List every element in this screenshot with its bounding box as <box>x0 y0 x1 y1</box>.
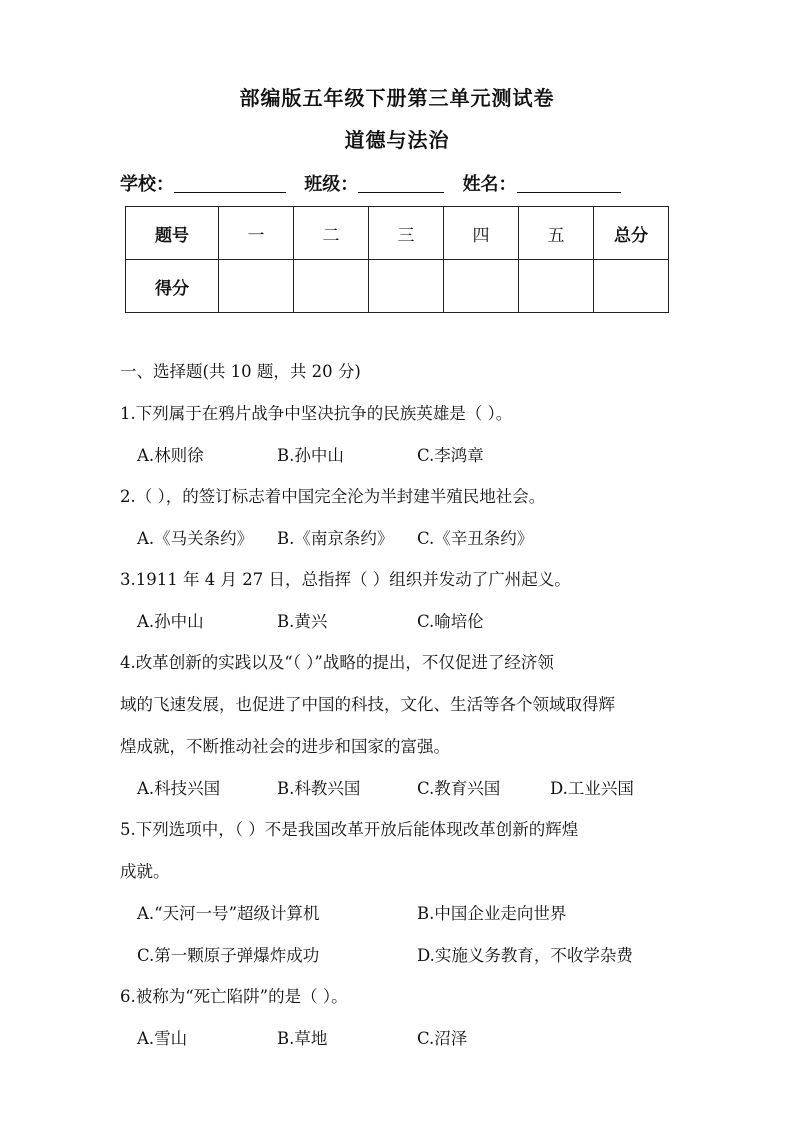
question-2-text: 2.（ ），的签订标志着中国完全沦为半封建半殖民地社会。 <box>120 487 546 506</box>
score-cell-5[interactable] <box>519 260 594 313</box>
class-label: 班级： <box>304 174 359 195</box>
q6-option-b[interactable]: B.草地 <box>277 1029 328 1048</box>
school-label: 学校： <box>120 174 174 195</box>
question-3-text: 3.1911 年 4 月 27 日，总指挥（ ）组织并发动了广州起义。 <box>120 570 571 589</box>
q2-option-a[interactable]: A.《马关条约》 <box>137 529 254 548</box>
name-field[interactable] <box>517 174 621 193</box>
score-cell-3[interactable] <box>369 260 444 313</box>
q5-option-a[interactable]: A.“天河一号”超级计算机 <box>137 904 320 923</box>
q4-option-a[interactable]: A.科技兴国 <box>137 779 221 798</box>
q3-option-c[interactable]: C.喻培伦 <box>417 612 484 631</box>
q4-option-b[interactable]: B.科教兴国 <box>277 779 361 798</box>
name-label: 姓名： <box>462 174 517 195</box>
question-5-line-2: 成就。 <box>120 862 170 881</box>
q6-option-a[interactable]: A.雪山 <box>137 1029 188 1048</box>
page-subtitle: 道德与法治 <box>344 128 450 152</box>
q1-option-a[interactable]: A.林则徐 <box>137 446 204 465</box>
score-cell-total[interactable] <box>594 260 669 313</box>
q6-option-c[interactable]: C.沼泽 <box>417 1029 468 1048</box>
question-1-text: 1.下列属于在鸦片战争中坚决抗争的民族英雄是（ ）。 <box>120 404 513 423</box>
score-cell-4[interactable] <box>444 260 519 313</box>
header-cell-total: 总分 <box>594 207 669 260</box>
score-label-cell: 得分 <box>126 260 219 313</box>
q1-option-b[interactable]: B.孙中山 <box>277 446 344 465</box>
q3-option-b[interactable]: B.黄兴 <box>277 612 328 631</box>
question-4-line-1: 4.改革创新的实践以及“（ ）”战略的提出，不仅促进了经济领 <box>120 653 554 672</box>
student-info <box>120 170 633 196</box>
score-table <box>125 206 669 313</box>
page-title: 部编版五年级下册第三单元测试卷 <box>239 86 555 110</box>
q5-option-d[interactable]: D.实施义务教育，不收学杂费 <box>417 946 633 965</box>
score-table-header-row <box>126 207 669 260</box>
section-heading: 一、选择题(共 10 题，共 20 分) <box>120 362 361 381</box>
question-6-text: 6.被称为“死亡陷阱”的是（ ）。 <box>120 987 348 1006</box>
header-cell-2: 二 <box>294 207 369 260</box>
q5-option-b[interactable]: B.中国企业走向世界 <box>417 904 567 923</box>
q4-option-c[interactable]: C.教育兴国 <box>417 779 501 798</box>
header-cell-4: 四 <box>444 207 519 260</box>
q3-option-a[interactable]: A.孙中山 <box>137 612 204 631</box>
q4-option-d[interactable]: D.工业兴国 <box>550 779 634 798</box>
school-field[interactable] <box>174 174 286 193</box>
class-field[interactable] <box>358 174 444 193</box>
q5-option-c[interactable]: C.第一颗原子弹爆炸成功 <box>137 946 320 965</box>
score-table-score-row <box>126 260 669 313</box>
question-4-line-3: 煌成就，不断推动社会的进步和国家的富强。 <box>120 737 450 756</box>
question-4-line-2: 域的飞速发展，也促进了中国的科技，文化、生活等各个领域取得辉 <box>120 695 615 714</box>
header-cell-5: 五 <box>519 207 594 260</box>
header-cell-1: 一 <box>219 207 294 260</box>
q1-option-c[interactable]: C.李鸿章 <box>417 446 484 465</box>
q2-option-b[interactable]: B.《南京条约》 <box>277 529 394 548</box>
q2-option-c[interactable]: C.《辛丑条约》 <box>417 529 534 548</box>
score-cell-1[interactable] <box>219 260 294 313</box>
header-cell-number: 题号 <box>126 207 219 260</box>
score-cell-2[interactable] <box>294 260 369 313</box>
header-cell-3: 三 <box>369 207 444 260</box>
question-5-line-1: 5.下列选项中，（ ）不是我国改革开放后能体现改革创新的辉煌 <box>120 820 579 839</box>
